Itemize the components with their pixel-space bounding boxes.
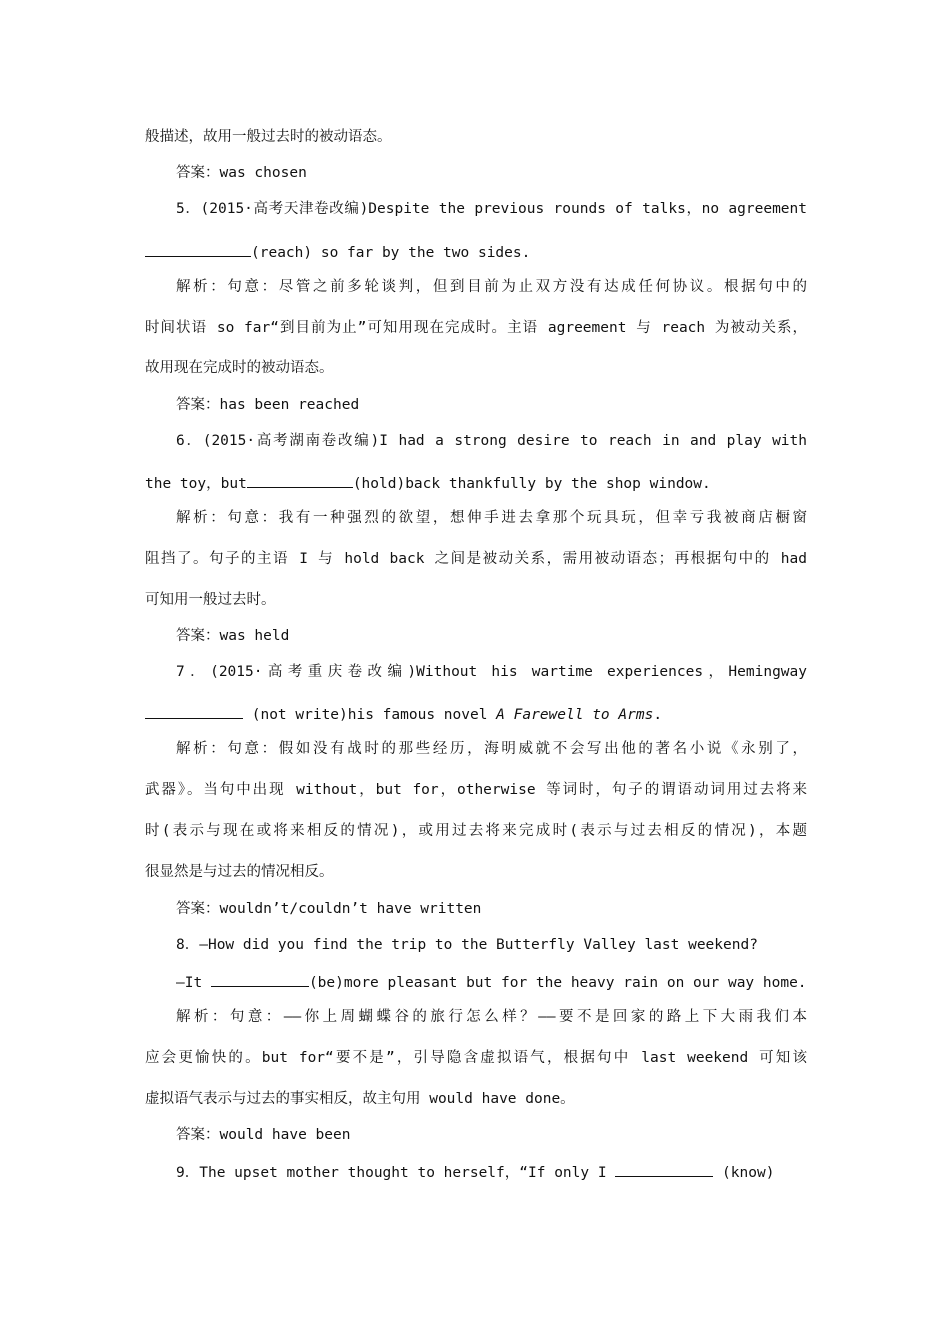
answer-blank [615, 1160, 713, 1177]
analysis-7-line1: 解析：句意：假如没有战时的那些经历，海明威就不会写出他的著名小说《永别了， [176, 741, 807, 757]
analysis-8-line1: 解析：句意：——你上周蝴蝶谷的旅行怎么样？——要不是回家的路上下大雨我们本 [176, 1009, 807, 1025]
question-8-line1: 8．—How did you find the trip to the Butterfly Valley last weekend? [176, 937, 758, 953]
answer-blank [247, 471, 353, 488]
question-9-line1: 9．The upset mother thought to herself，“If only I (know) [176, 1160, 807, 1184]
answer-blank [145, 702, 243, 719]
analysis-5-line1: 解析：句意：尽管之前多轮谈判，但到目前为止双方没有达成任何协议。根据句中的 [176, 279, 807, 295]
question-7-line1: 7．(2015·高考重庆卷改编)Without his wartime experiences，Hemingway [176, 664, 807, 680]
answer-7: 答案：wouldn’t/couldn’t have written [176, 901, 482, 917]
answer-blank [145, 240, 251, 257]
answer-4: 答案：was chosen [176, 165, 307, 181]
analysis-6-line3: 可知用一般过去时。 [145, 592, 276, 608]
question-8-line2: —It (be)more pleasant but for the heavy rain on our way home. [176, 970, 807, 994]
answer-6: 答案：was held [176, 628, 290, 644]
novel-title: A Farewell to Arms [496, 707, 654, 723]
analysis-7-line2: 武器》。当句中出现 without，but for，otherwise 等词时，句子的谓语动词用过去将来 [145, 782, 807, 798]
analysis-6-line2: 阻挡了。句子的主语 I 与 hold back 之间是被动关系，需用被动语态；再根据句中的 had [145, 551, 807, 567]
question-5-line2: (reach) so far by the two sides. [145, 240, 807, 264]
question-7-line2: (not write)his famous novel A Farewell to Arms. [145, 702, 807, 726]
answer-5: 答案：has been reached [176, 397, 360, 413]
question-5-line1: 5．(2015·高考天津卷改编)Despite the previous rounds of talks，no agreement [176, 201, 807, 217]
analysis-7-line3: 时(表示与现在或将来相反的情况)，或用过去将来完成时(表示与过去相反的情况)，本题 [145, 823, 807, 839]
answer-8: 答案：would have been [176, 1127, 351, 1143]
analysis-8-line2: 应会更愉快的。but for“要不是”，引导隐含虚拟语气，根据句中 last weekend 可知该 [145, 1050, 807, 1066]
answer-blank [211, 970, 309, 987]
analysis-8-line3: 虚拟语气表示与过去的事实相反，故主句用 would have done。 [145, 1091, 575, 1107]
analysis-5-line2: 时间状语 so far“到目前为止”可知用现在完成时。主语 agreement 与 reach 为被动关系， [145, 320, 807, 336]
question-6-line2: the toy，but (hold)back thankfully by the shop window. [145, 471, 807, 495]
analysis-5-line3: 故用现在完成时的被动语态。 [145, 360, 334, 376]
analysis-7-line4: 很显然是与过去的情况相反。 [145, 864, 334, 880]
analysis-6-line1: 解析：句意：我有一种强烈的欲望，想伸手进去拿那个玩具玩，但幸亏我被商店橱窗 [176, 510, 807, 526]
analysis-continuation: 般描述，故用一般过去时的被动语态。 [145, 129, 392, 145]
question-6-line1: 6．(2015·高考湖南卷改编)I had a strong desire to reach in and play with [176, 433, 807, 449]
